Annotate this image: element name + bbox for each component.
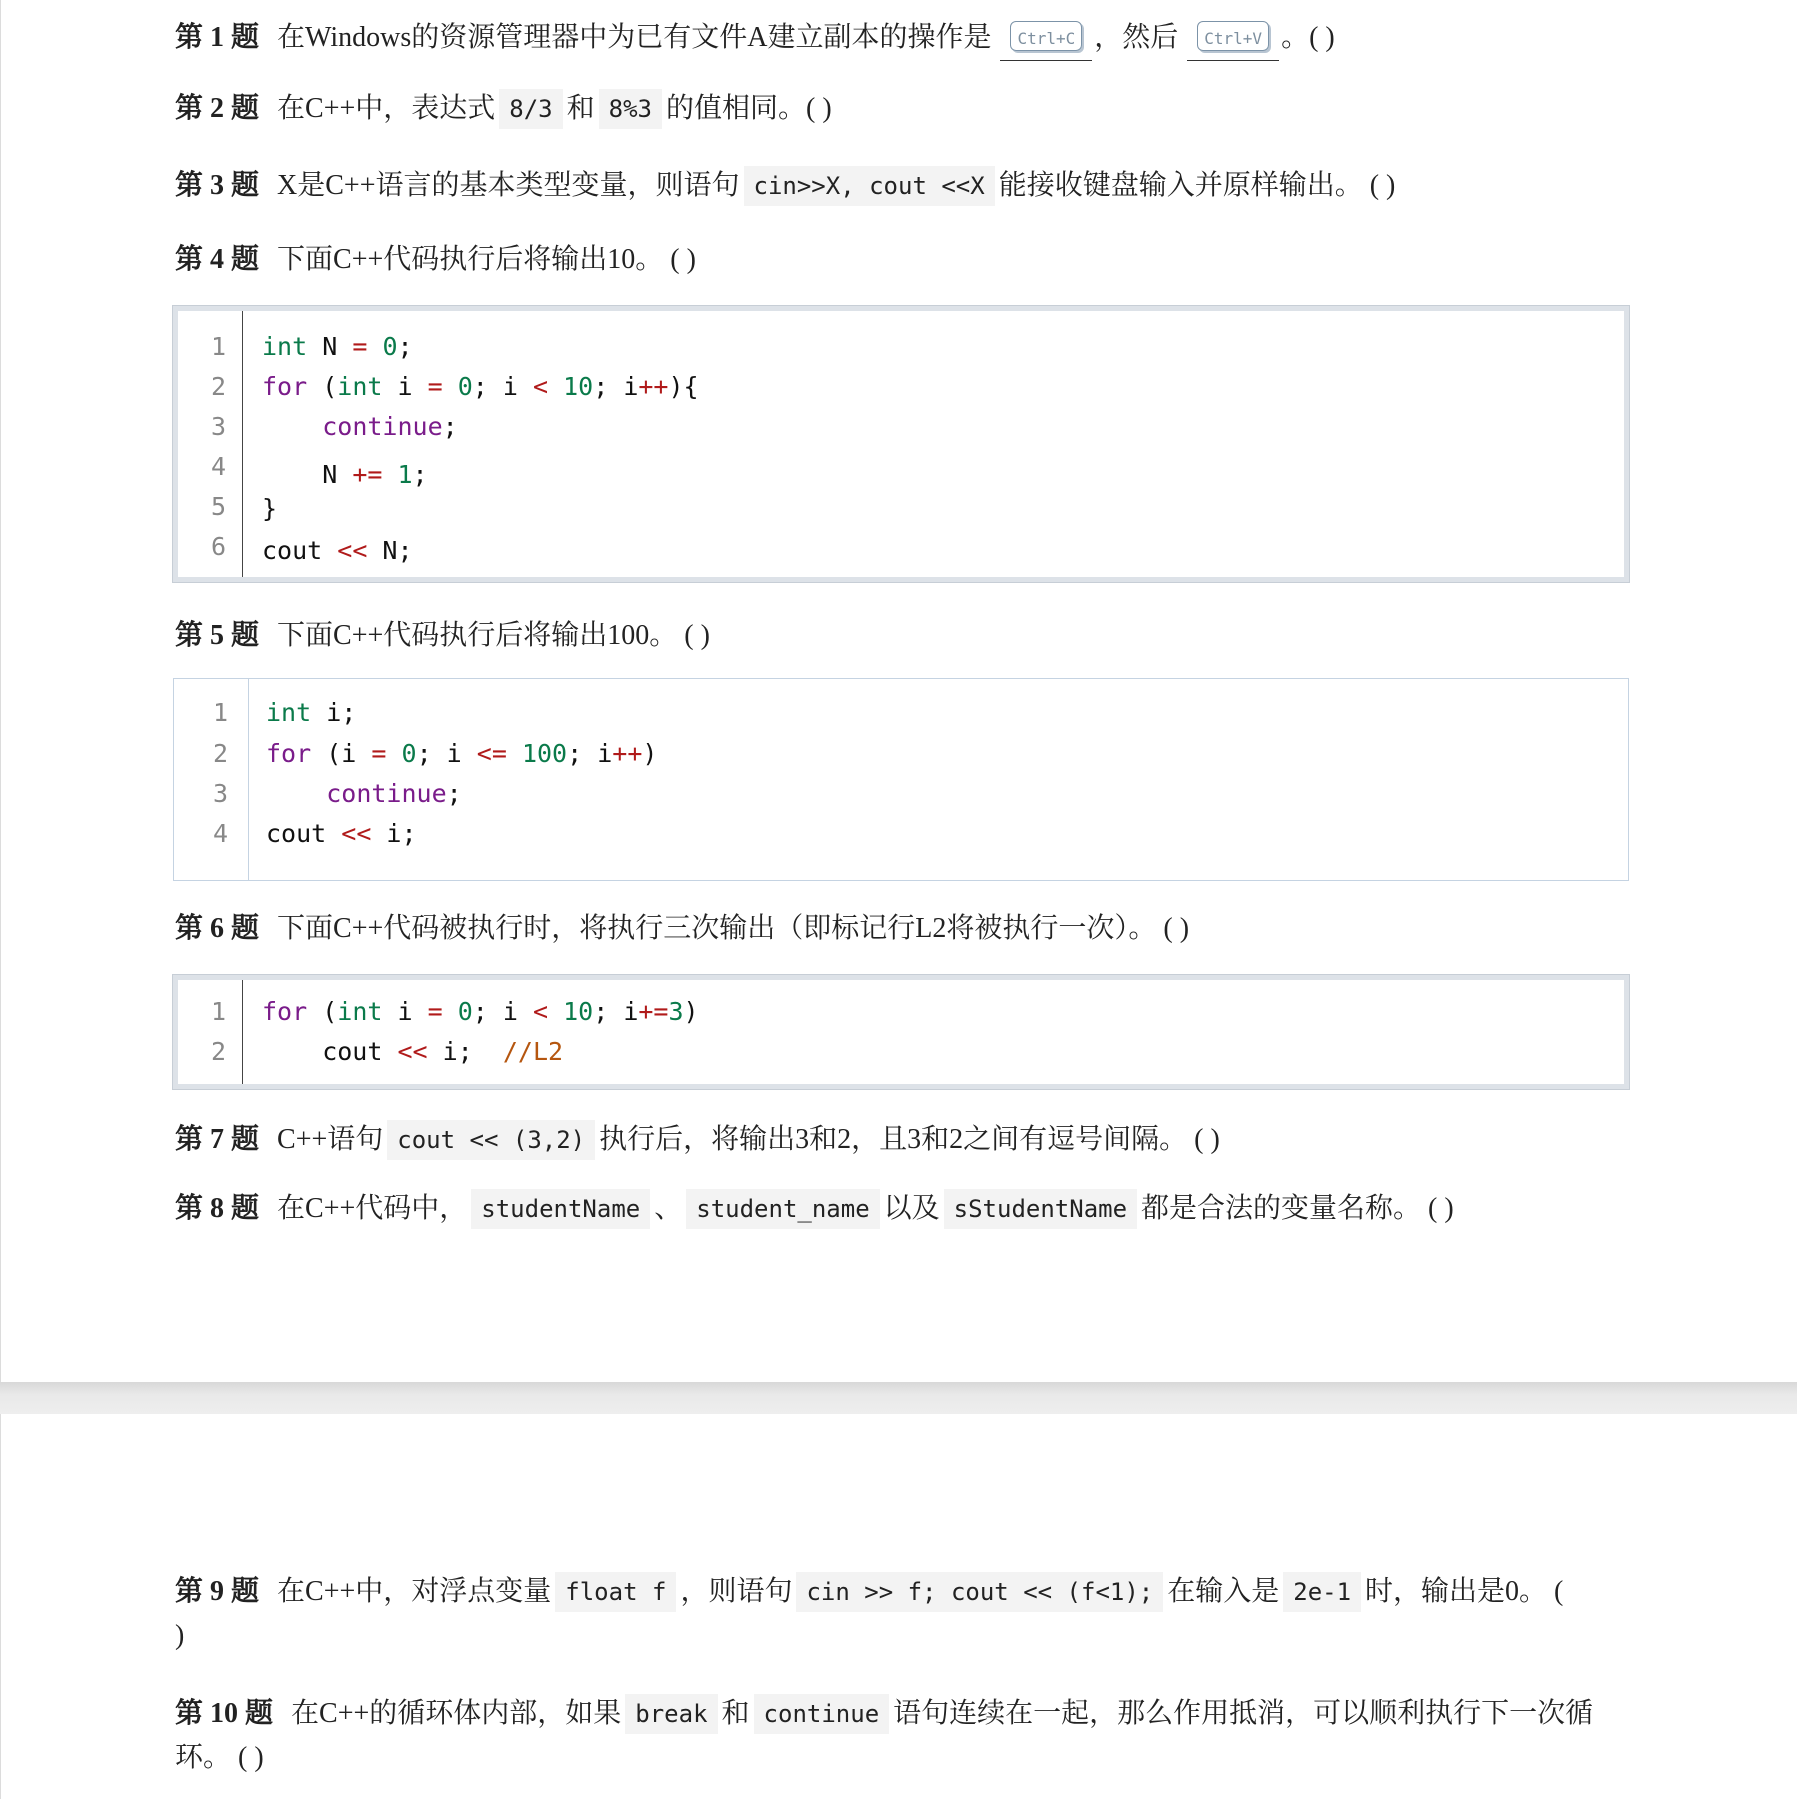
code-line: cout << i; //L2 [262, 1037, 564, 1066]
ctrl-v-key: Ctrl+V [1197, 21, 1269, 51]
question-10: 第 10 题 在C++的循环体内部，如果 break 和 continue 语句连续在一起，那么作用抵消，可以顺利执行下一次循环。 ( ) [175, 1692, 1618, 1780]
question-9: 第 9 题 在C++中，对浮点变量 float f ，则语句 cin >> f; cout << (f<1); 在输入是 2e-1 时，输出是0。 ( ) [175, 1570, 1618, 1658]
code-line: continue; [322, 412, 458, 441]
inline-code: 2e-1 [1283, 1572, 1361, 1612]
code-line: cout << N; [262, 536, 413, 565]
inline-code: studentName [471, 1189, 650, 1229]
question-number: 第 7 题 [175, 1124, 260, 1155]
question-number: 第 3 题 [175, 170, 260, 201]
inline-code: sStudentName [944, 1189, 1137, 1229]
code-line: int i; [266, 698, 357, 727]
code-block-q5: 1 2 3 4 int i; for (i = 0; i <= 100; i++) continue; cout << i; [173, 678, 1629, 881]
question-number: 第 2 题 [175, 93, 260, 124]
inline-code: 8/3 [499, 89, 562, 129]
question-number: 第 1 题 [175, 22, 260, 53]
page-separator [0, 1382, 1797, 1414]
question-number: 第 5 题 [175, 620, 260, 651]
code-line: for (int i = 0; i < 10; i+=3) [262, 997, 699, 1026]
code-line: for (int i = 0; i < 10; i++){ [262, 372, 699, 401]
page-2 [0, 1414, 1797, 1799]
question-6: 第 6 题 下面C++代码被执行时，将执行三次输出（即标记行L2将被执行一次）。 ( ) [175, 913, 1190, 944]
inline-code: student_name [686, 1189, 879, 1229]
code-line: for (i = 0; i <= 100; i++) [266, 739, 658, 768]
question-1: 第 1 题 在Windows的资源管理器中为已有文件A建立副本的操作是 Ctrl+C ，然后 Ctrl+V 。( ) [175, 16, 1618, 61]
question-7: 第 7 题 C++语句 cout << (3,2) 执行后，将输出3和2，且3和2之间有逗号间隔。 ( ) [175, 1118, 1618, 1162]
inline-code: 8%3 [599, 89, 662, 129]
code-block-q4: 1 2 3 4 5 6 int N = 0; for (int i = 0; i < 10; i++){ continue; N += 1; } cout << N; [173, 306, 1629, 582]
question-5: 第 5 题 下面C++代码执行后将输出100。 ( ) [175, 620, 710, 651]
inline-code: break [625, 1694, 717, 1734]
inline-code: float f [555, 1572, 676, 1612]
code-line: continue; [326, 779, 462, 808]
code-line: cout << i; [266, 819, 417, 848]
question-2: 第 2 题 在C++中，表达式 8/3 和 8%3 的值相同。( ) [175, 87, 1618, 131]
question-number: 第 9 题 [175, 1576, 260, 1607]
code-line: } [262, 494, 278, 523]
code-line: N += 1; [262, 460, 428, 489]
question-number: 第 4 题 [175, 244, 260, 275]
question-number: 第 6 题 [175, 913, 260, 944]
inline-code: cin >> f; cout << (f<1); [796, 1572, 1163, 1612]
question-8: 第 8 题 在C++代码中， studentName 、 student_name 以及 sStudentName 都是合法的变量名称。 ( ) [175, 1187, 1618, 1231]
code-block-q6: 1 2 for (int i = 0; i < 10; i+=3) cout << i; //L2 [173, 975, 1629, 1089]
inline-code: cin>>X, cout <<X [744, 166, 995, 206]
question-3: 第 3 题 X是C++语言的基本类型变量，则语句 cin>>X, cout <<X 能接收键盘输入并原样输出。 ( ) [175, 164, 1618, 208]
ctrl-c-key: Ctrl+C [1010, 21, 1082, 51]
question-number: 第 8 题 [175, 1193, 260, 1224]
inline-code: cout << (3,2) [387, 1120, 595, 1160]
code-line: int N = 0; [262, 332, 413, 361]
question-4: 第 4 题 下面C++代码执行后将输出10。 ( ) [175, 244, 696, 275]
question-number: 第 10 题 [175, 1698, 274, 1729]
inline-code: continue [754, 1694, 890, 1734]
